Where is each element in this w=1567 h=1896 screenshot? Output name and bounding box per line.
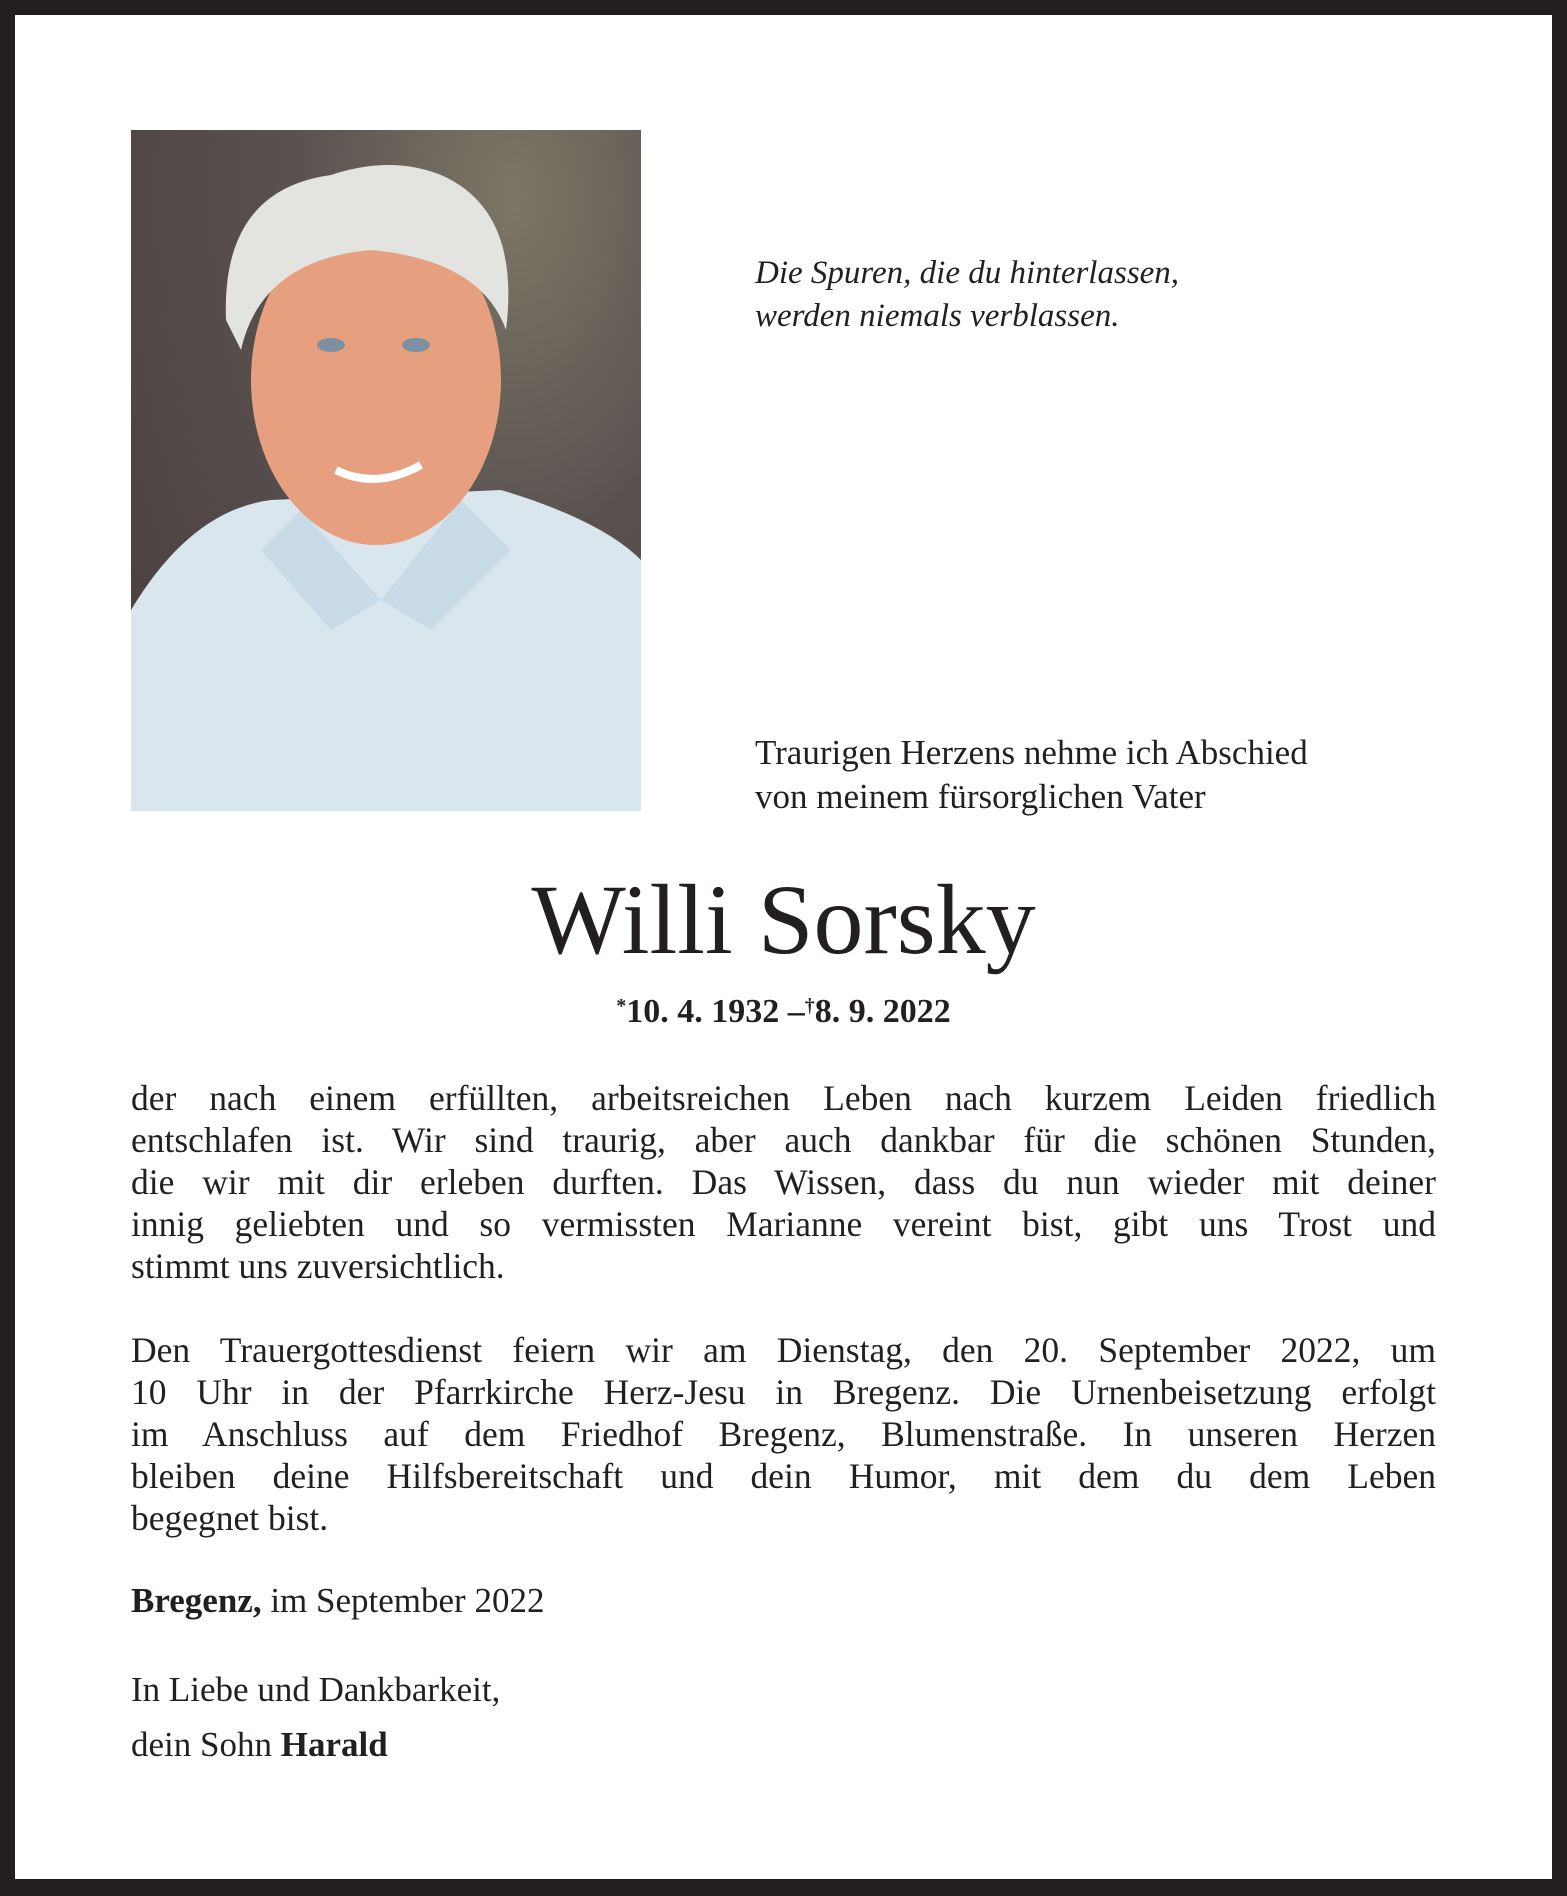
text-line: im Anschluss auf dem Friedhof Bregenz, Blumenstraße. In unseren Herzen (131, 1414, 1436, 1454)
text-line: bleiben deine Hilfsbereitschaft und dein Humor, mit dem du dem Leben (131, 1456, 1436, 1496)
deceased-name: Willi Sorsky (531, 864, 1036, 975)
quote-line: Die Spuren, die du hinterlassen, (755, 255, 1180, 291)
death-date: 8. 9. 2022 (814, 993, 951, 1030)
body-paragraph-1 (131, 1077, 1436, 1287)
quote-line: werden niemals verblassen. (755, 298, 1120, 334)
intro-line: von meinem fürsorglichen Vater (755, 777, 1206, 816)
text-line: entschlafen ist. Wir sind traurig, aber auch dankbar für die schönen Stunden, (131, 1120, 1436, 1160)
text-line: die wir mit dir erleben durften. Das Wissen, dass du nun wieder mit deiner (131, 1162, 1436, 1202)
closing-signature (131, 1662, 500, 1772)
text-line: 10 Uhr in der Pfarrkirche Herz-Jesu in Bregenz. Die Urnenbeisetzung erfolgt (131, 1372, 1436, 1412)
text-line: der nach einem erfüllten, arbeitsreichen Leben nach kurzem Leiden friedlich (131, 1078, 1436, 1118)
signer-name: Harald (280, 1725, 388, 1764)
signer-line (131, 1717, 500, 1772)
portrait-photo (131, 130, 641, 811)
intro-line: Traurigen Herzens nehme ich Abschied (755, 733, 1308, 772)
place-month: im September 2022 (270, 1581, 545, 1620)
birth-star-icon: * (616, 995, 627, 1017)
text-line: innig geliebten und so vermissten Marianne vereint bist, gibt uns Trost und (131, 1204, 1436, 1244)
signer-prefix: dein Sohn (131, 1725, 272, 1764)
closing-line: In Liebe und Dankbarkeit, (131, 1670, 501, 1709)
memorial-quote (755, 252, 1179, 338)
birth-date: 10. 4. 1932 – (626, 993, 805, 1030)
text-line: Den Trauergottesdienst feiern wir am Dienstag, den 20. September 2022, um (131, 1330, 1436, 1370)
text-line: begegnet bist. (131, 1498, 329, 1538)
place-city: Bregenz, (131, 1581, 262, 1620)
place-date (131, 1581, 544, 1621)
farewell-intro (755, 731, 1308, 819)
text-line: stimmt uns zuversichtlich. (131, 1246, 505, 1286)
body-paragraph-2 (131, 1329, 1436, 1539)
life-dates (0, 993, 1567, 1031)
death-cross-icon: † (804, 995, 815, 1017)
